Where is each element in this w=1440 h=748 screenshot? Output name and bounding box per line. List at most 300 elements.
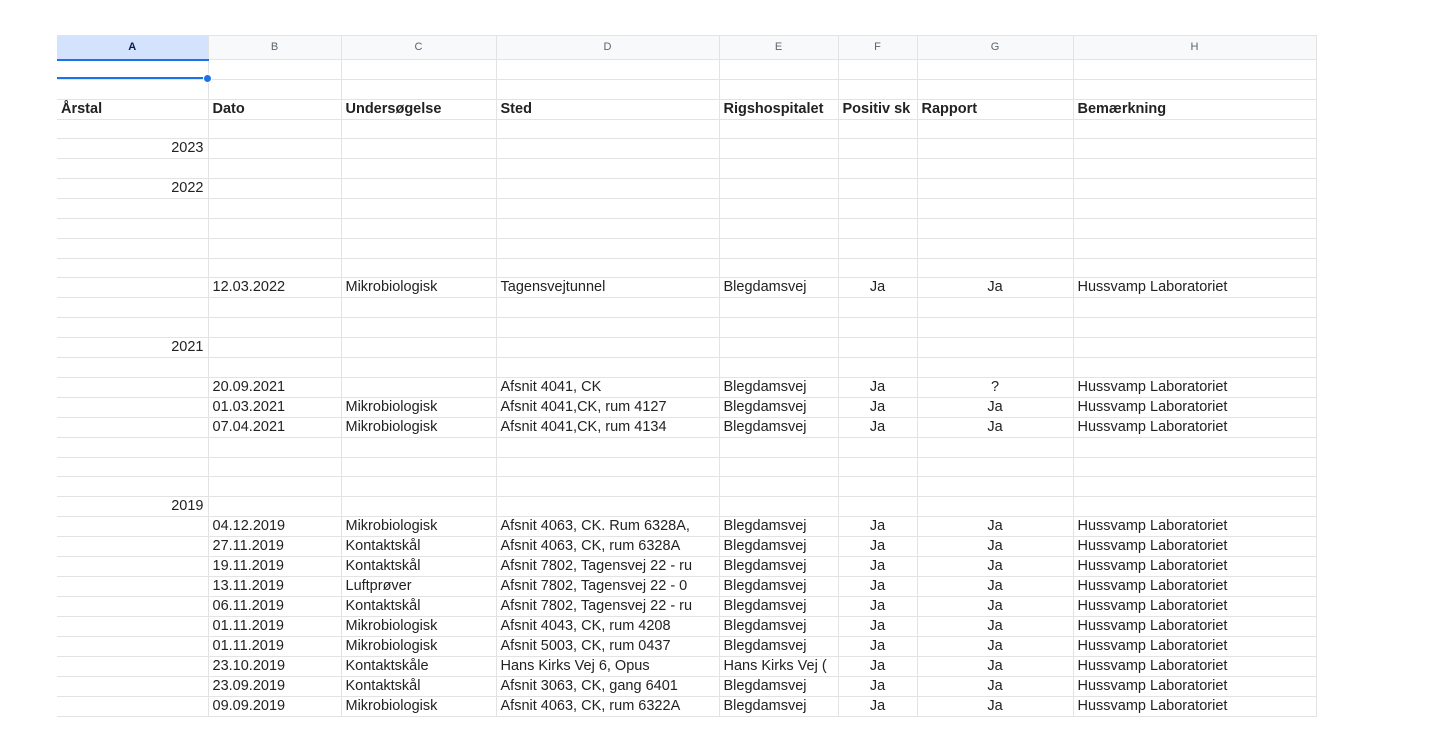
cell-h[interactable]: Hussvamp Laboratoriet bbox=[1073, 597, 1316, 617]
cell-c[interactable] bbox=[341, 238, 496, 258]
cell-f[interactable]: Ja bbox=[838, 577, 917, 597]
cell-g[interactable]: Ja bbox=[917, 417, 1073, 437]
cell-h[interactable]: Hussvamp Laboratoriet bbox=[1073, 697, 1316, 717]
column-header-g[interactable]: G bbox=[917, 36, 1073, 60]
cell-a[interactable] bbox=[57, 577, 208, 597]
table-row bbox=[57, 617, 1316, 637]
sheet-body bbox=[57, 60, 1316, 717]
cell-e[interactable]: Blegdamsvej bbox=[719, 278, 838, 298]
cell-a[interactable] bbox=[57, 557, 208, 577]
cell-g[interactable] bbox=[917, 258, 1073, 278]
sheet-row-empty bbox=[57, 119, 1316, 139]
cell-c[interactable] bbox=[341, 218, 496, 238]
cell-e[interactable] bbox=[719, 179, 838, 199]
cell-d[interactable] bbox=[496, 258, 719, 278]
cell-e[interactable] bbox=[719, 238, 838, 258]
cell-e[interactable]: Blegdamsvej bbox=[719, 417, 838, 437]
cell-c[interactable]: Kontaktskål bbox=[341, 677, 496, 697]
cell-a[interactable] bbox=[57, 697, 208, 717]
cell-f[interactable]: Ja bbox=[838, 637, 917, 657]
cell-b[interactable] bbox=[208, 199, 341, 219]
cell-g[interactable] bbox=[917, 179, 1073, 199]
cell-h[interactable] bbox=[1073, 159, 1316, 179]
cell-c[interactable] bbox=[341, 437, 496, 457]
cell-a[interactable] bbox=[57, 377, 208, 397]
cell-g[interactable] bbox=[917, 139, 1073, 159]
cell-c[interactable] bbox=[341, 119, 496, 139]
cell-c[interactable]: Mikrobiologisk bbox=[341, 697, 496, 717]
cell-f[interactable] bbox=[838, 179, 917, 199]
cell-g[interactable] bbox=[917, 318, 1073, 338]
cell-c[interactable] bbox=[341, 139, 496, 159]
cell-f[interactable]: Ja bbox=[838, 377, 917, 397]
cell-f[interactable]: Positiv sk bbox=[838, 99, 917, 119]
cell-b[interactable] bbox=[208, 139, 341, 159]
cell-b[interactable] bbox=[208, 457, 341, 477]
cell-d[interactable]: Afsnit 4043, CK, rum 4208 bbox=[496, 617, 719, 637]
cell-d[interactable] bbox=[496, 179, 719, 199]
cell-f[interactable] bbox=[838, 199, 917, 219]
cell-g[interactable] bbox=[917, 119, 1073, 139]
cell-h[interactable]: Hussvamp Laboratoriet bbox=[1073, 557, 1316, 577]
cell-f[interactable]: Ja bbox=[838, 597, 917, 617]
cell-d[interactable]: Afsnit 4041,CK, rum 4134 bbox=[496, 417, 719, 437]
cell-b[interactable]: 12.03.2022 bbox=[208, 278, 341, 298]
cell-b[interactable]: Dato bbox=[208, 99, 341, 119]
table-row bbox=[57, 298, 1316, 318]
cell-c[interactable]: Kontaktskål bbox=[341, 557, 496, 577]
cell-b[interactable] bbox=[208, 119, 341, 139]
cell-a[interactable] bbox=[57, 159, 208, 179]
cell-f[interactable]: Ja bbox=[838, 397, 917, 417]
cell-d[interactable] bbox=[496, 357, 719, 377]
cell-b[interactable] bbox=[208, 218, 341, 238]
cell-e[interactable]: Blegdamsvej bbox=[719, 597, 838, 617]
cell-c[interactable] bbox=[341, 457, 496, 477]
cell-d[interactable]: Afsnit 4041, CK bbox=[496, 377, 719, 397]
cell-g[interactable] bbox=[917, 79, 1073, 99]
cell-b[interactable] bbox=[208, 179, 341, 199]
cell-f[interactable]: Ja bbox=[838, 697, 917, 717]
cell-f[interactable] bbox=[838, 298, 917, 318]
cell-c[interactable] bbox=[341, 318, 496, 338]
cell-c[interactable] bbox=[341, 179, 496, 199]
cell-a[interactable] bbox=[57, 357, 208, 377]
cell-a[interactable] bbox=[57, 318, 208, 338]
cell-c[interactable] bbox=[341, 79, 496, 99]
table-row bbox=[57, 477, 1316, 497]
cell-b[interactable]: 06.11.2019 bbox=[208, 597, 341, 617]
cell-d[interactable]: Afsnit 5003, CK, rum 0437 bbox=[496, 637, 719, 657]
cell-h[interactable] bbox=[1073, 298, 1316, 318]
cell-h[interactable] bbox=[1073, 79, 1316, 99]
cell-e[interactable]: Blegdamsvej bbox=[719, 517, 838, 537]
cell-a[interactable]: Årstal bbox=[57, 99, 208, 119]
cell-g[interactable]: Ja bbox=[917, 657, 1073, 677]
table-row bbox=[57, 577, 1316, 597]
column-header-f[interactable]: F bbox=[838, 36, 917, 60]
column-header-c[interactable]: C bbox=[341, 36, 496, 60]
cell-h[interactable] bbox=[1073, 457, 1316, 477]
cell-a[interactable] bbox=[57, 258, 208, 278]
cell-d[interactable] bbox=[496, 60, 719, 80]
cell-h[interactable] bbox=[1073, 139, 1316, 159]
cell-h[interactable] bbox=[1073, 119, 1316, 139]
cell-d[interactable] bbox=[496, 477, 719, 497]
cell-a[interactable] bbox=[57, 537, 208, 557]
cell-b[interactable] bbox=[208, 238, 341, 258]
table-row bbox=[57, 597, 1316, 617]
cell-d[interactable] bbox=[496, 298, 719, 318]
cell-f[interactable]: Ja bbox=[838, 278, 917, 298]
cell-e[interactable] bbox=[719, 357, 838, 377]
cell-g[interactable] bbox=[917, 298, 1073, 318]
cell-h[interactable]: Hussvamp Laboratoriet bbox=[1073, 417, 1316, 437]
cell-a[interactable] bbox=[57, 298, 208, 318]
cell-d[interactable]: Afsnit 4063, CK. Rum 6328A, bbox=[496, 517, 719, 537]
cell-d[interactable] bbox=[496, 199, 719, 219]
cell-g[interactable] bbox=[917, 199, 1073, 219]
cell-g[interactable]: Ja bbox=[917, 557, 1073, 577]
column-header-a[interactable]: A bbox=[57, 36, 208, 60]
cell-g[interactable]: Ja bbox=[917, 517, 1073, 537]
cell-b[interactable] bbox=[208, 79, 341, 99]
cell-g[interactable]: Ja bbox=[917, 397, 1073, 417]
cell-h[interactable] bbox=[1073, 218, 1316, 238]
cell-f[interactable] bbox=[838, 79, 917, 99]
column-header-row bbox=[57, 36, 1316, 60]
cell-e[interactable] bbox=[719, 298, 838, 318]
table-row bbox=[57, 139, 1316, 159]
cell-c[interactable] bbox=[341, 298, 496, 318]
cell-f[interactable] bbox=[838, 218, 917, 238]
cell-f[interactable] bbox=[838, 60, 917, 80]
cell-c[interactable]: Luftprøver bbox=[341, 577, 496, 597]
table-row bbox=[57, 697, 1316, 717]
cell-e[interactable]: Blegdamsvej bbox=[719, 397, 838, 417]
cell-f[interactable] bbox=[838, 258, 917, 278]
cell-c[interactable] bbox=[341, 199, 496, 219]
table-row bbox=[57, 199, 1316, 219]
cell-h[interactable] bbox=[1073, 318, 1316, 338]
cell-e[interactable]: Blegdamsvej bbox=[719, 557, 838, 577]
cell-f[interactable] bbox=[838, 477, 917, 497]
cell-g[interactable] bbox=[917, 497, 1073, 517]
cell-d[interactable]: Hans Kirks Vej 6, Opus bbox=[496, 657, 719, 677]
cell-h[interactable]: Hussvamp Laboratoriet bbox=[1073, 677, 1316, 697]
cell-a[interactable] bbox=[57, 597, 208, 617]
cell-h[interactable]: Hussvamp Laboratoriet bbox=[1073, 397, 1316, 417]
cell-c[interactable] bbox=[341, 337, 496, 357]
sheet-row-empty bbox=[57, 60, 1316, 80]
column-header-h[interactable]: H bbox=[1073, 36, 1316, 60]
cell-d[interactable] bbox=[496, 457, 719, 477]
cell-h[interactable] bbox=[1073, 357, 1316, 377]
cell-a[interactable] bbox=[57, 517, 208, 537]
cell-a[interactable]: 2022 bbox=[57, 179, 208, 199]
cell-a[interactable] bbox=[57, 617, 208, 637]
cell-a[interactable] bbox=[57, 199, 208, 219]
table-row bbox=[57, 537, 1316, 557]
table-row bbox=[57, 417, 1316, 437]
column-header-b[interactable]: B bbox=[208, 36, 341, 60]
cell-f[interactable] bbox=[838, 318, 917, 338]
cell-h[interactable] bbox=[1073, 497, 1316, 517]
cell-b[interactable] bbox=[208, 60, 341, 80]
table-row bbox=[57, 159, 1316, 179]
cell-f[interactable]: Ja bbox=[838, 517, 917, 537]
cell-d[interactable] bbox=[496, 337, 719, 357]
cell-e[interactable] bbox=[719, 60, 838, 80]
cell-b[interactable]: 20.09.2021 bbox=[208, 377, 341, 397]
cell-e[interactable]: Blegdamsvej bbox=[719, 377, 838, 397]
table-row bbox=[57, 517, 1316, 537]
cell-h[interactable] bbox=[1073, 477, 1316, 497]
table-row bbox=[57, 457, 1316, 477]
cell-g[interactable]: Ja bbox=[917, 577, 1073, 597]
cell-h[interactable]: Hussvamp Laboratoriet bbox=[1073, 517, 1316, 537]
cell-g[interactable] bbox=[917, 337, 1073, 357]
cell-h[interactable]: Hussvamp Laboratoriet bbox=[1073, 278, 1316, 298]
cell-c[interactable]: Kontaktskål bbox=[341, 597, 496, 617]
cell-e[interactable] bbox=[719, 218, 838, 238]
cell-g[interactable] bbox=[917, 477, 1073, 497]
cell-g[interactable]: Ja bbox=[917, 637, 1073, 657]
cell-e[interactable] bbox=[719, 258, 838, 278]
cell-h[interactable] bbox=[1073, 238, 1316, 258]
cell-h[interactable] bbox=[1073, 258, 1316, 278]
table-row bbox=[57, 497, 1316, 517]
cell-g[interactable]: Ja bbox=[917, 537, 1073, 557]
cell-c[interactable] bbox=[341, 497, 496, 517]
cell-b[interactable]: 07.04.2021 bbox=[208, 417, 341, 437]
cell-b[interactable] bbox=[208, 437, 341, 457]
cell-b[interactable] bbox=[208, 318, 341, 338]
table-row bbox=[57, 377, 1316, 397]
cell-b[interactable] bbox=[208, 298, 341, 318]
cell-e[interactable]: Blegdamsvej bbox=[719, 577, 838, 597]
cell-b[interactable]: 04.12.2019 bbox=[208, 517, 341, 537]
cell-e[interactable]: Blegdamsvej bbox=[719, 617, 838, 637]
fill-handle[interactable] bbox=[203, 74, 212, 83]
cell-c[interactable] bbox=[341, 60, 496, 80]
cell-d[interactable] bbox=[496, 79, 719, 99]
cell-a[interactable]: 2023 bbox=[57, 139, 208, 159]
cell-f[interactable] bbox=[838, 238, 917, 258]
cell-g[interactable] bbox=[917, 457, 1073, 477]
cell-e[interactable] bbox=[719, 437, 838, 457]
cell-b[interactable]: 01.11.2019 bbox=[208, 637, 341, 657]
cell-g[interactable]: Ja bbox=[917, 617, 1073, 637]
cell-h[interactable] bbox=[1073, 437, 1316, 457]
cell-f[interactable] bbox=[838, 357, 917, 377]
cell-d[interactable]: Afsnit 7802, Tagensvej 22 - ru bbox=[496, 557, 719, 577]
cell-g[interactable]: Ja bbox=[917, 597, 1073, 617]
cell-c[interactable]: Mikrobiologisk bbox=[341, 637, 496, 657]
cell-c[interactable]: Kontaktskåle bbox=[341, 657, 496, 677]
cell-d[interactable]: Tagensvejtunnel bbox=[496, 278, 719, 298]
cell-c[interactable] bbox=[341, 357, 496, 377]
cell-e[interactable] bbox=[719, 139, 838, 159]
cell-e[interactable] bbox=[719, 337, 838, 357]
cell-f[interactable] bbox=[838, 159, 917, 179]
cell-g[interactable] bbox=[917, 437, 1073, 457]
cell-c[interactable] bbox=[341, 159, 496, 179]
cell-a[interactable]: 2019 bbox=[57, 497, 208, 517]
cell-b[interactable] bbox=[208, 497, 341, 517]
cell-d[interactable]: Afsnit 4041,CK, rum 4127 bbox=[496, 397, 719, 417]
cell-d[interactable] bbox=[496, 497, 719, 517]
cell-d[interactable]: Afsnit 7802, Tagensvej 22 - 0 bbox=[496, 577, 719, 597]
cell-f[interactable]: Ja bbox=[838, 417, 917, 437]
cell-b[interactable]: 01.11.2019 bbox=[208, 617, 341, 637]
cell-a[interactable] bbox=[57, 397, 208, 417]
cell-c[interactable] bbox=[341, 477, 496, 497]
cell-d[interactable] bbox=[496, 238, 719, 258]
cell-g[interactable]: Ja bbox=[917, 697, 1073, 717]
cell-b[interactable] bbox=[208, 357, 341, 377]
cell-f[interactable] bbox=[838, 497, 917, 517]
sheet-row-empty bbox=[57, 79, 1316, 99]
cell-g[interactable] bbox=[917, 357, 1073, 377]
cell-b[interactable]: 13.11.2019 bbox=[208, 577, 341, 597]
cell-f[interactable]: Ja bbox=[838, 677, 917, 697]
table-row bbox=[57, 637, 1316, 657]
cell-d[interactable]: Afsnit 7802, Tagensvej 22 - ru bbox=[496, 597, 719, 617]
cell-f[interactable] bbox=[838, 337, 917, 357]
table-row bbox=[57, 557, 1316, 577]
cell-a[interactable] bbox=[57, 477, 208, 497]
cell-d[interactable]: Sted bbox=[496, 99, 719, 119]
cell-g[interactable] bbox=[917, 60, 1073, 80]
cell-b[interactable]: 23.10.2019 bbox=[208, 657, 341, 677]
cell-f[interactable] bbox=[838, 437, 917, 457]
cell-c[interactable]: Mikrobiologisk bbox=[341, 417, 496, 437]
cell-a[interactable] bbox=[57, 218, 208, 238]
cell-f[interactable] bbox=[838, 139, 917, 159]
cell-b[interactable] bbox=[208, 477, 341, 497]
cell-c[interactable]: Undersøgelse bbox=[341, 99, 496, 119]
cell-a[interactable] bbox=[57, 119, 208, 139]
cell-a[interactable]: 2021 bbox=[57, 337, 208, 357]
cell-b[interactable] bbox=[208, 258, 341, 278]
cell-e[interactable] bbox=[719, 119, 838, 139]
cell-a[interactable] bbox=[57, 79, 208, 99]
cell-e[interactable]: Blegdamsvej bbox=[719, 637, 838, 657]
cell-c[interactable]: Mikrobiologisk bbox=[341, 517, 496, 537]
cell-a[interactable] bbox=[57, 417, 208, 437]
cell-h[interactable]: Hussvamp Laboratoriet bbox=[1073, 657, 1316, 677]
cell-a[interactable] bbox=[57, 437, 208, 457]
cell-h[interactable]: Bemærkning bbox=[1073, 99, 1316, 119]
cell-e[interactable]: Hans Kirks Vej ( bbox=[719, 657, 838, 677]
cell-d[interactable]: Afsnit 4063, CK, rum 6322A bbox=[496, 697, 719, 717]
table-row bbox=[57, 278, 1316, 298]
table-row bbox=[57, 677, 1316, 697]
cell-a[interactable] bbox=[57, 677, 208, 697]
cell-d[interactable]: Afsnit 4063, CK, rum 6328A bbox=[496, 537, 719, 557]
cell-h[interactable] bbox=[1073, 60, 1316, 80]
cell-b[interactable]: 23.09.2019 bbox=[208, 677, 341, 697]
cell-d[interactable]: Afsnit 3063, CK, gang 6401 bbox=[496, 677, 719, 697]
cell-g[interactable]: Ja bbox=[917, 677, 1073, 697]
cell-a[interactable] bbox=[57, 657, 208, 677]
cell-g[interactable]: Ja bbox=[917, 278, 1073, 298]
cell-g[interactable] bbox=[917, 218, 1073, 238]
table-row bbox=[57, 318, 1316, 338]
cell-g[interactable] bbox=[917, 238, 1073, 258]
cell-e[interactable]: Blegdamsvej bbox=[719, 697, 838, 717]
cell-g[interactable]: Rapport bbox=[917, 99, 1073, 119]
cell-e[interactable]: Rigshospitalet bbox=[719, 99, 838, 119]
cell-f[interactable]: Ja bbox=[838, 557, 917, 577]
cell-b[interactable] bbox=[208, 159, 341, 179]
cell-c[interactable]: Mikrobiologisk bbox=[341, 617, 496, 637]
cell-d[interactable] bbox=[496, 139, 719, 159]
spreadsheet-grid bbox=[57, 35, 1317, 717]
cell-e[interactable] bbox=[719, 477, 838, 497]
cell-h[interactable]: Hussvamp Laboratoriet bbox=[1073, 537, 1316, 557]
cell-g[interactable]: ? bbox=[917, 377, 1073, 397]
cell-f[interactable]: Ja bbox=[838, 657, 917, 677]
cell-c[interactable]: Mikrobiologisk bbox=[341, 397, 496, 417]
cell-f[interactable]: Ja bbox=[838, 537, 917, 557]
cell-f[interactable]: Ja bbox=[838, 617, 917, 637]
cell-f[interactable] bbox=[838, 119, 917, 139]
table-row bbox=[57, 238, 1316, 258]
cell-d[interactable] bbox=[496, 437, 719, 457]
cell-h[interactable]: Hussvamp Laboratoriet bbox=[1073, 577, 1316, 597]
cell-h[interactable] bbox=[1073, 179, 1316, 199]
column-header-d[interactable]: D bbox=[496, 36, 719, 60]
cell-d[interactable] bbox=[496, 159, 719, 179]
cell-c[interactable]: Mikrobiologisk bbox=[341, 278, 496, 298]
cell-a[interactable] bbox=[57, 278, 208, 298]
cell-e[interactable] bbox=[719, 159, 838, 179]
cell-h[interactable]: Hussvamp Laboratoriet bbox=[1073, 617, 1316, 637]
cell-e[interactable] bbox=[719, 199, 838, 219]
cell-h[interactable]: Hussvamp Laboratoriet bbox=[1073, 377, 1316, 397]
cell-h[interactable] bbox=[1073, 337, 1316, 357]
cell-h[interactable]: Hussvamp Laboratoriet bbox=[1073, 637, 1316, 657]
column-header-e[interactable]: E bbox=[719, 36, 838, 60]
cell-b[interactable]: 27.11.2019 bbox=[208, 537, 341, 557]
cell-b[interactable]: 19.11.2019 bbox=[208, 557, 341, 577]
cell-e[interactable] bbox=[719, 497, 838, 517]
cell-e[interactable] bbox=[719, 79, 838, 99]
cell-h[interactable] bbox=[1073, 199, 1316, 219]
cell-c[interactable] bbox=[341, 377, 496, 397]
cell-b[interactable] bbox=[208, 337, 341, 357]
cell-e[interactable]: Blegdamsvej bbox=[719, 537, 838, 557]
cell-b[interactable]: 01.03.2021 bbox=[208, 397, 341, 417]
cell-d[interactable] bbox=[496, 119, 719, 139]
cell-c[interactable]: Kontaktskål bbox=[341, 537, 496, 557]
cell-f[interactable] bbox=[838, 457, 917, 477]
cell-e[interactable] bbox=[719, 318, 838, 338]
cell-a[interactable] bbox=[57, 238, 208, 258]
cell-e[interactable] bbox=[719, 457, 838, 477]
cell-a[interactable] bbox=[57, 637, 208, 657]
cell-c[interactable] bbox=[341, 258, 496, 278]
cell-g[interactable] bbox=[917, 159, 1073, 179]
cell-d[interactable] bbox=[496, 318, 719, 338]
cell-e[interactable]: Blegdamsvej bbox=[719, 677, 838, 697]
cell-d[interactable] bbox=[496, 218, 719, 238]
cell-a[interactable] bbox=[57, 457, 208, 477]
cell-b[interactable]: 09.09.2019 bbox=[208, 697, 341, 717]
cell-selection-border bbox=[57, 77, 208, 79]
